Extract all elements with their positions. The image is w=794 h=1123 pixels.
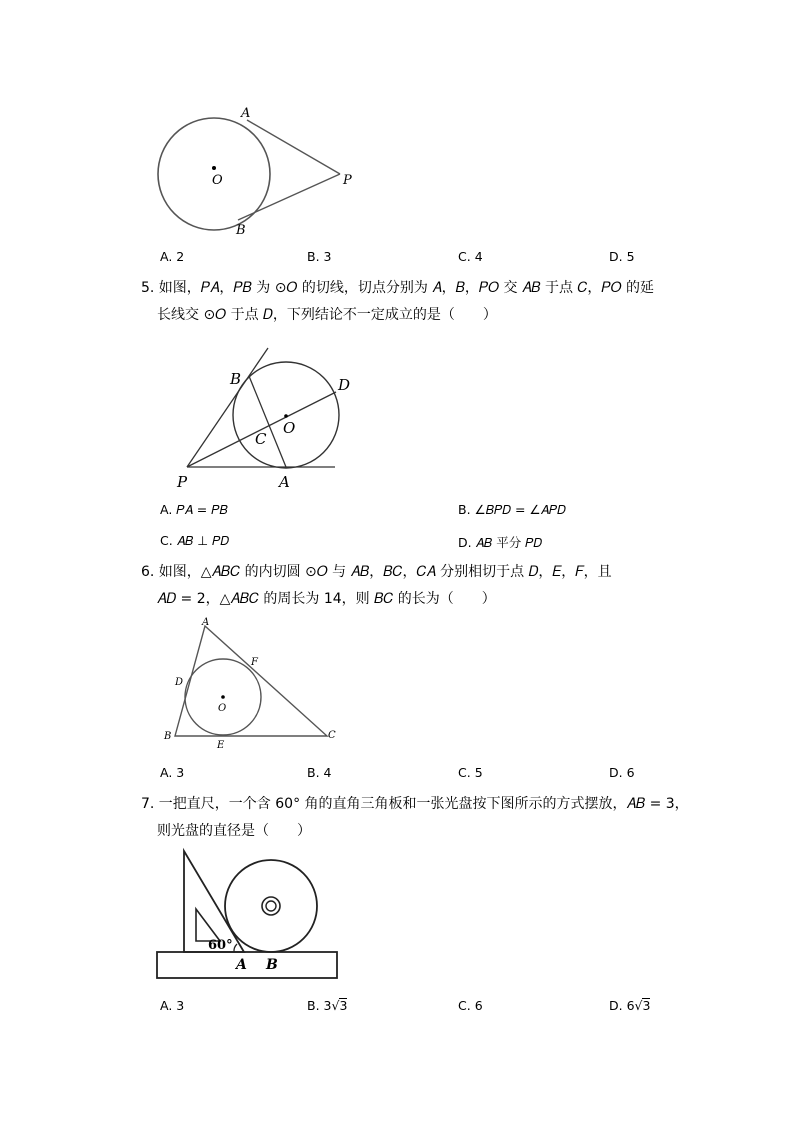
q7-ruler: [157, 952, 337, 978]
q4-option-b[interactable]: B. 3: [307, 249, 332, 264]
q6-label-o: O: [218, 703, 227, 714]
q5-chord-ab: [249, 376, 286, 467]
q5-option-d[interactable]: D. 𝐴𝐵 平分 𝑃𝐷: [458, 535, 543, 550]
q5-label-a: A: [279, 473, 290, 491]
q6-label-b: B: [164, 731, 172, 742]
q6-figure: [160, 615, 345, 750]
q7-set-square-outer: [184, 851, 244, 952]
q7-label-b: B: [266, 957, 278, 973]
q7-set-square-inner: [196, 909, 220, 941]
q7-option-d-sqrt: √ 3: [634, 998, 651, 1013]
q7-option-a[interactable]: A. 3: [160, 998, 185, 1013]
q7-stem-line2: 则光盘的直径是（ ）: [157, 823, 311, 839]
q4-figure: [150, 100, 370, 240]
q6-label-d: D: [175, 677, 184, 688]
q5-label-b: B: [230, 370, 242, 388]
q5-option-c[interactable]: C. 𝐴𝐵 ⊥ 𝑃𝐷: [160, 533, 230, 548]
q6-label-a: A: [202, 617, 210, 628]
q5-center-dot: [284, 414, 288, 418]
q5-label-o: O: [283, 419, 296, 437]
q4-label-p: P: [343, 173, 352, 188]
q4-option-d[interactable]: D. 5: [609, 249, 635, 264]
q4-label-a: A: [241, 106, 251, 121]
q6-option-d[interactable]: D. 6: [609, 765, 635, 780]
q4-tangent-pb: [238, 174, 340, 220]
q4-tangent-pa: [247, 120, 340, 174]
q4-label-b: B: [236, 223, 246, 238]
q6-option-a[interactable]: A. 3: [160, 765, 185, 780]
q5-stem-line1: 5. 如图，𝑃𝐴，𝑃𝐵 为 ⊙𝑂 的切线，切点分别为 𝐴，𝐵，𝑃𝑂 交 𝐴𝐵 于点 𝐶，𝑃𝑂 的延: [141, 280, 655, 296]
q7-figure: [150, 845, 345, 985]
q7-stem-line1: 7. 一把直尺，一个含 60° 角的直角三角板和一张光盘按下图所示的方式摆放，𝐴𝐵 = 3，: [141, 796, 689, 812]
q7-option-c[interactable]: C. 6: [458, 998, 483, 1013]
q7-label-a: A: [236, 957, 247, 973]
q6-label-c: C: [328, 730, 336, 741]
q4-option-c[interactable]: C. 4: [458, 249, 483, 264]
q7-disc-hole-outer: [262, 897, 280, 915]
q4-label-o: O: [212, 173, 223, 188]
q6-triangle: [175, 626, 327, 736]
q7-label-angle: 60°: [208, 938, 233, 953]
q5-option-a[interactable]: A. 𝑃𝐴 = 𝑃𝐵: [160, 502, 228, 517]
q5-option-b[interactable]: B. ∠𝐵𝑃𝐷 = ∠𝐴𝑃𝐷: [458, 502, 566, 517]
q7-option-b-sqrt: √ 3: [331, 998, 348, 1013]
q6-stem-line1: 6. 如图，△𝐴𝐵𝐶 的内切圆 ⊙𝑂 与 𝐴𝐵，𝐵𝐶，𝐶𝐴 分别相切于点 𝐷，𝐸，𝐹，且: [141, 564, 612, 580]
q6-option-c[interactable]: C. 5: [458, 765, 483, 780]
q7-angle-arc: [234, 944, 237, 952]
q4-option-a[interactable]: A. 2: [160, 249, 185, 264]
q7-disc: [225, 860, 317, 952]
q5-label-p: P: [177, 473, 188, 491]
q5-stem-line2: 长线交 ⊙𝑂 于点 𝐷，下列结论不一定成立的是（ ）: [157, 307, 497, 323]
q6-option-b[interactable]: B. 4: [307, 765, 332, 780]
q5-line-pb: [187, 348, 268, 467]
q7-disc-hole-inner: [266, 901, 276, 911]
q5-figure: [170, 340, 370, 500]
q6-stem-line2: 𝐴𝐷 = 2，△𝐴𝐵𝐶 的周长为 14，则 𝐵𝐶 的长为（ ）: [157, 591, 496, 607]
q7-option-d[interactable]: D. 6√ 3: [609, 998, 651, 1013]
q6-label-e: E: [217, 740, 225, 750]
q5-label-d: D: [338, 376, 351, 394]
q6-label-f: F: [251, 657, 258, 668]
q4-center-dot: [212, 166, 216, 170]
q6-center-dot: [221, 695, 225, 699]
q7-option-b[interactable]: B. 3√ 3: [307, 998, 348, 1013]
q5-label-c: C: [255, 430, 267, 448]
